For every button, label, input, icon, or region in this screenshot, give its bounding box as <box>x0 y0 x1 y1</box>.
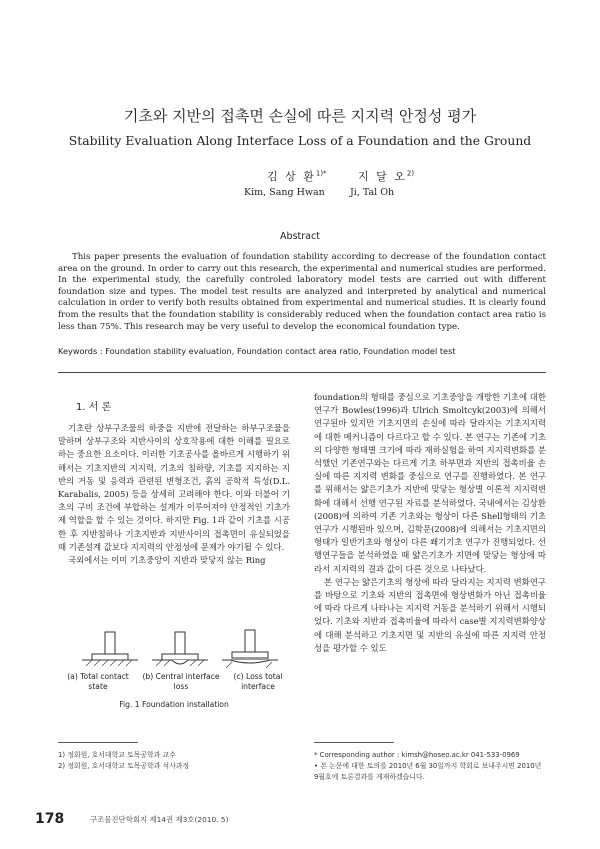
section-heading: 1. 서 론 <box>76 402 112 413</box>
foundation-a-drawing <box>82 632 138 666</box>
right-column <box>314 391 546 655</box>
abstract-text: This paper presents the evaluation of foundation stability according to decrease of the foundation contact area on the ground. In order to carry out this research, the experimental and numerical studies are performed. In the experimental study, the carefully controled laboratory model tests are carried out with different foundation size and types. The model test results are analyzed and interpreted by analytical and numerical calculation in order to verify both results obtained from experimental and numerical studies. It is clearly found from the results that the foundation stability is considerably reduced when the foundation contact area ratio is less than 75%. This research may be very useful to develop the economical foundation type. <box>58 252 546 332</box>
paragraph: 본 연구는 얇은기초의 형상에 따라 달라지는 지지력 변화연구를 바탕으로 기초와 지반의 접촉면에 형상변화가 아닌 접촉비율에 따라 다르게 나타나는 지지력 거동을 분석하기 위해서 시행되었다. 기초와 지반과 접촉비율에 따라서 case별 지지력변화양상에 대해 분석하고 기초지면 및 지반의 유실에 따른 지지력 안정성을 평가할 수 있도 <box>314 576 546 653</box>
figure-label-c: (c) Loss total interface <box>233 672 283 691</box>
foundation-c-drawing <box>222 630 278 668</box>
footnote: • 본 논문에 대한 토의를 2010년 6월 30일까지 학회로 보내주시면 2010년 9월호에 토론결과를 게재하겠습니다. <box>314 762 542 781</box>
author-1-name-en: Kim, Sang Hwan <box>244 187 325 198</box>
left-column <box>58 422 290 567</box>
author-2-name-ko: 지 달 오$^{2)}$ <box>358 169 415 183</box>
footnote-rule-left <box>58 742 138 743</box>
keywords: Keywords : Foundation stability evaluation, Foundation contact area ratio, Foundation model test <box>58 346 456 356</box>
journal-line: 구조물진단학회지 제14권 제3호(2010. 5) <box>90 815 229 824</box>
title-korean: 기초와 지반의 접촉면 손실에 따른 지지력 안정성 평가 <box>123 107 477 125</box>
foundation-b-drawing <box>152 632 208 666</box>
paragraph: foundation의 형태를 중심으로 기초중앙을 개방한 기초에 대한 연구가 Bowles(1996)과 Ulrich Smoltcyk(2003)에 의해서 연구된바 있지만 기초지면의 손실에 따라 달라지는 기초지지력에 대한 메커니즘이 다르다고 할 수 있다. 본 연구는 기존에 기초의 다양한 형태별 크기에 따라 재하실험을 하여 지지력변화를 분석했던 기존연구와는 다르게 기초 하부면과 지반의 접촉비율 손실에 따른 지지력 변화를 중심으로 연구를 진행하였다. 본 연구를 위해서는 얇은기초가 지반에 맞닿는 형상별 이론적 지지력변화에 대해서 선행 연구된 자료를 분석하였다. 국내에서는 김상환(2008)에 의하여 기존 기초와는 형상이 다른 Shell형태의 기초연구가 시행된바 있으며, 김학문(2008)에 의해서는 기초지면의 형태가 일반기초와 형상이 다른 쐐기기초 연구가 진행되었다. 선행연구들을 분석하였을 때 얇은기초가 지면에 맞닿는 형상에 따라서 지지력의 결과 값이 다른 것으로 나타났다. <box>314 392 546 574</box>
figure-caption: Fig. 1 Foundation installation <box>119 700 229 709</box>
title-english: Stability Evaluation Along Interface Loss of a Foundation and the Ground <box>68 133 532 148</box>
footnote-rule-right <box>314 742 394 743</box>
footnote: 1) 정회원, 호서대학교 토목공학과 교수 <box>58 751 176 759</box>
footnotes-right <box>314 750 546 783</box>
divider <box>58 372 546 373</box>
author-1-name-ko: 김 상 환$^{1)*}$ <box>267 169 327 183</box>
figure-label-a: (a) Total contact state <box>67 672 129 691</box>
footnotes-left <box>58 750 290 772</box>
paragraph: 기초란 상부구조물의 하중을 지반에 전달하는 하부구조물을 말하며 상부구조와 지반사이의 상호작용에 대한 이해를 필요로 하는 중요한 요소이다. 이러한 기초공사를 올바르게 시행하기 위해서는 기초지반의 지지력, 기초의 침하량, 기초를 지지하는 지반의 거동 및 응력과 관련된 변형조건, 흙의 공학적 특성(D.L. Karabalis, 2005) 등을 상세히 고려해야 한다. 이와 더불어 기초의 구비 조건에 부합하는 설계가 이루어져야 안정적인 기초가 제 역할을 할 수 있는 것이다. 하지만 Fig. 1과 같이 기초를 시공 한 후 지반침하나 기초지반과 지반사이의 접촉면이 유실되었을 때 기존설계 값보다 지지력의 안정성에 문제가 야기될 수 있다. <box>58 423 290 552</box>
author-2-name-en: Ji, Tal Oh <box>350 187 395 198</box>
figure-label-b: (b) Central interface loss <box>142 672 220 691</box>
abstract-heading: Abstract <box>280 231 320 242</box>
footnote: 2) 정회원, 호서대학교 토목공학과 석사과정 <box>58 762 190 770</box>
footnote: * Corresponding author : kimsh@hoseo.ac.kr 041-533-0969 <box>314 751 520 759</box>
page-number: 178 <box>35 811 65 827</box>
paragraph: 국외에서는 이미 기초중앙이 지반과 맞닿지 않는 Ring <box>68 555 266 566</box>
